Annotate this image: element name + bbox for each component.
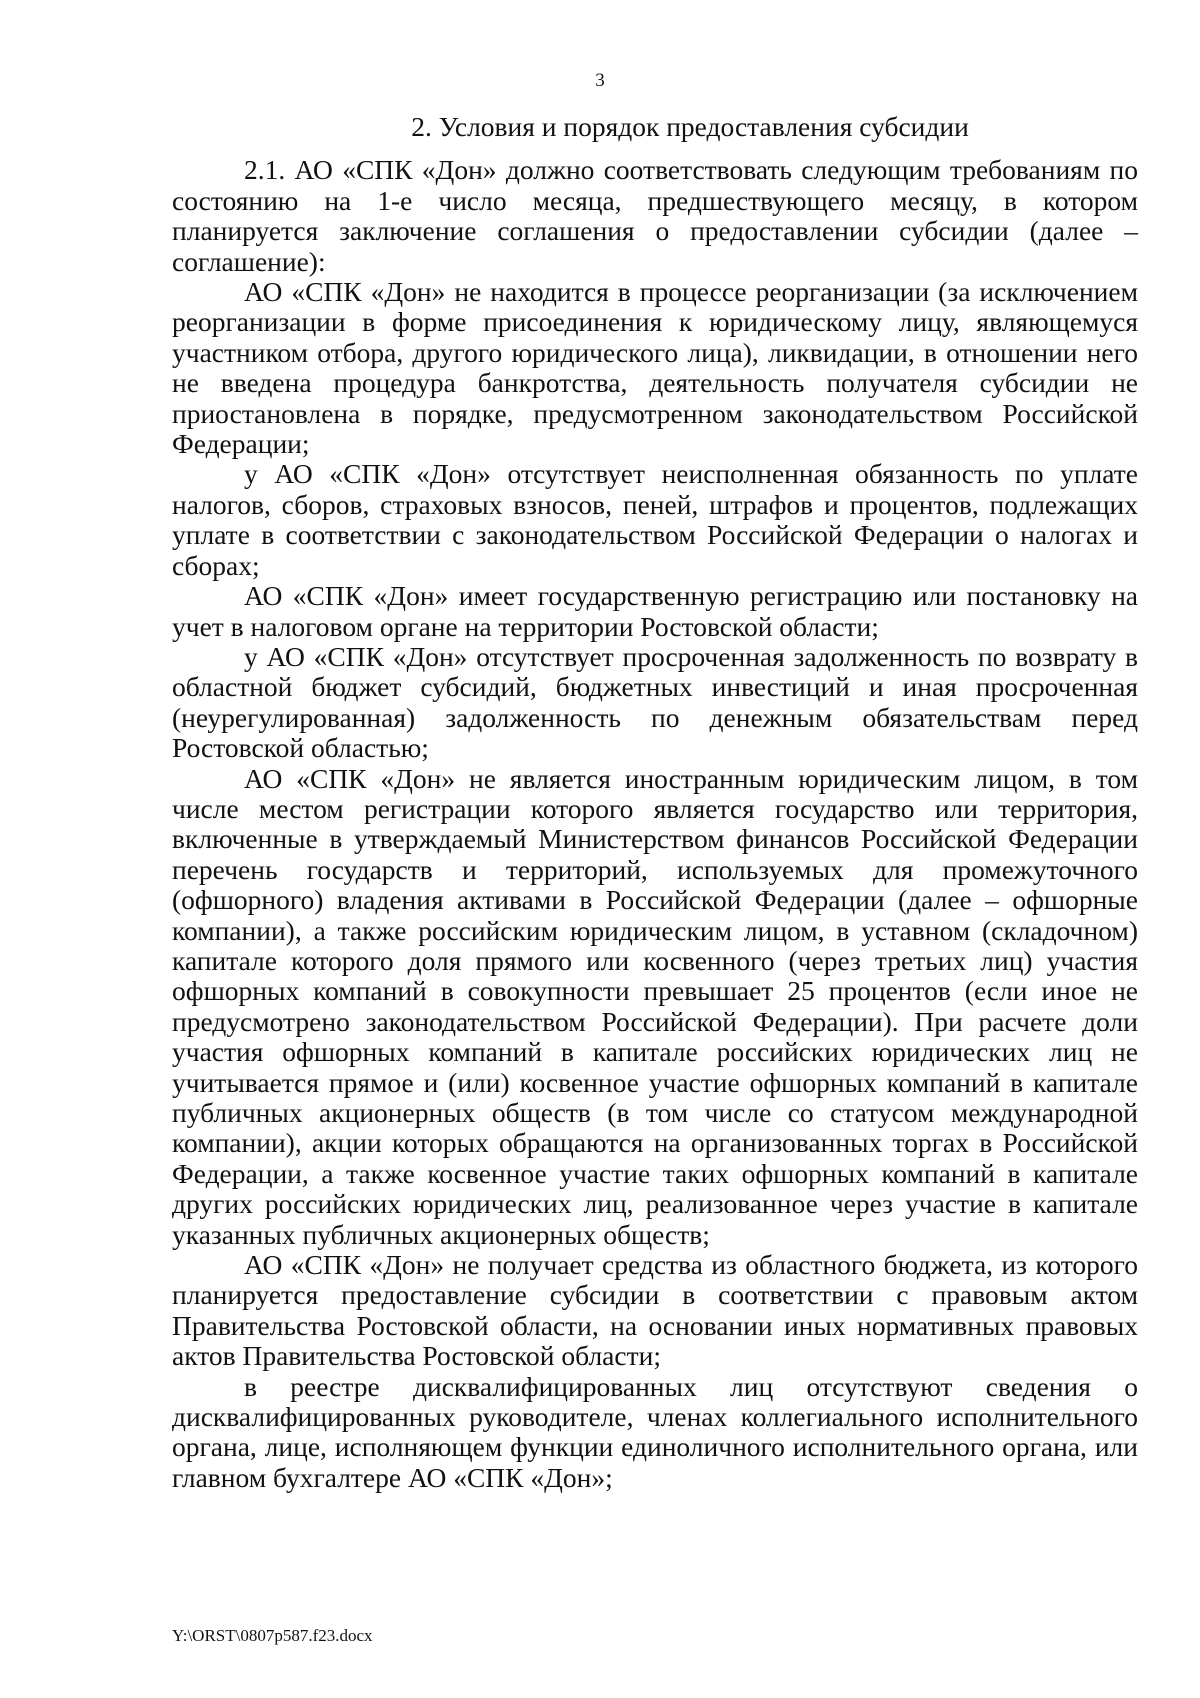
document-body bbox=[172, 112, 1138, 1493]
page-number: 3 bbox=[595, 70, 605, 91]
paragraph-2-1-requirements: 2.1. АО «СПК «Дон» должно соответствовать следующим требованиям по состоянию на 1-е число месяца, предшествующего месяцу, в котором планируется заключение соглашения о предоставлении субсидии (далее – соглашение): bbox=[172, 154, 1138, 277]
paragraph-state-registration: АО «СПК «Дон» имеет государственную регистрацию или постановку на учет в налоговом органе на территории Ростовской области; bbox=[172, 580, 1138, 642]
footer-file-path: Y:\ORST\0807p587.f23.docx bbox=[172, 1626, 373, 1645]
paragraph-not-foreign-entity: АО «СПК «Дон» не является иностранным юридическим лицом, в том числе местом регистрации которого является государство или территория, включенные в утверждаемый Министерством финансов Российской Федерации перечень государств и территорий, используемых для промежуточного (офшорного) владения активами в Российской Федерации (далее – офшорные компании), а также российским юридическим лицом, в уставном (складочном) капитале которого доля прямого или косвенного (через третьих лиц) участия офшорных компаний в совокупности превышает 25 процентов (если иное не предусмотрено законодательством Российской Федерации). При расчете доли участия офшорных компаний в капитале российских юридических лиц не учитывается прямое и (или) косвенное участие офшорных компаний в капитале публичных акционерных обществ (в том числе со статусом международной компании), акции которых обращаются на организованных торгах в Российской Федерации, а также косвенное участие таких офшорных компаний в капитале других российских юридических лиц, реализованное через участие в капитале указанных публичных акционерных обществ; bbox=[172, 762, 1138, 1250]
paragraph-no-other-budget-funds: АО «СПК «Дон» не получает средства из областного бюджета, из которого планируется предоставление субсидии в соответствии с правовым актом Правительства Ростовской области, на основании иных нормативных правовых актов Правительства Ростовской области; bbox=[172, 1249, 1138, 1372]
paragraph-no-reorganization: АО «СПК «Дон» не находится в процессе реорганизации (за исключением реорганизации в форме присоединения к юридическому лицу, являющемуся участником отбора, другого юридического лица), ликвидации, в отношении него не введена процедура банкротства, деятельность получателя субсидии не приостановлена в порядке, предусмотренном законодательством Российской Федерации; bbox=[172, 276, 1138, 460]
paragraph-no-overdue-debt: у АО «СПК «Дон» отсутствует просроченная задолженность по возврату в областной бюджет субсидий, бюджетных инвестиций и иная просроченная (неурегулированная) задолженность по денежным обязательствам перед Ростовской областью; bbox=[172, 640, 1138, 764]
section-title: 2. Условия и порядок предоставления субсидии bbox=[411, 111, 969, 142]
paragraph-disqualified-persons-registry: в реестре дисквалифицированных лиц отсутствуют сведения о дисквалифицированных руководителе, членах коллегиального исполнительного органа, лице, исполняющем функции единоличного исполнительного органа, или главном бухгалтере АО «СПК «Дон»; bbox=[172, 1370, 1138, 1493]
paragraph-no-tax-debt: у АО «СПК «Дон» отсутствует неисполненная обязанность по уплате налогов, сборов, страховых взносов, пеней, штрафов и процентов, подлежащих уплате в соответствии с законодательством Российской Федерации о налогах и сборах; bbox=[172, 458, 1138, 581]
